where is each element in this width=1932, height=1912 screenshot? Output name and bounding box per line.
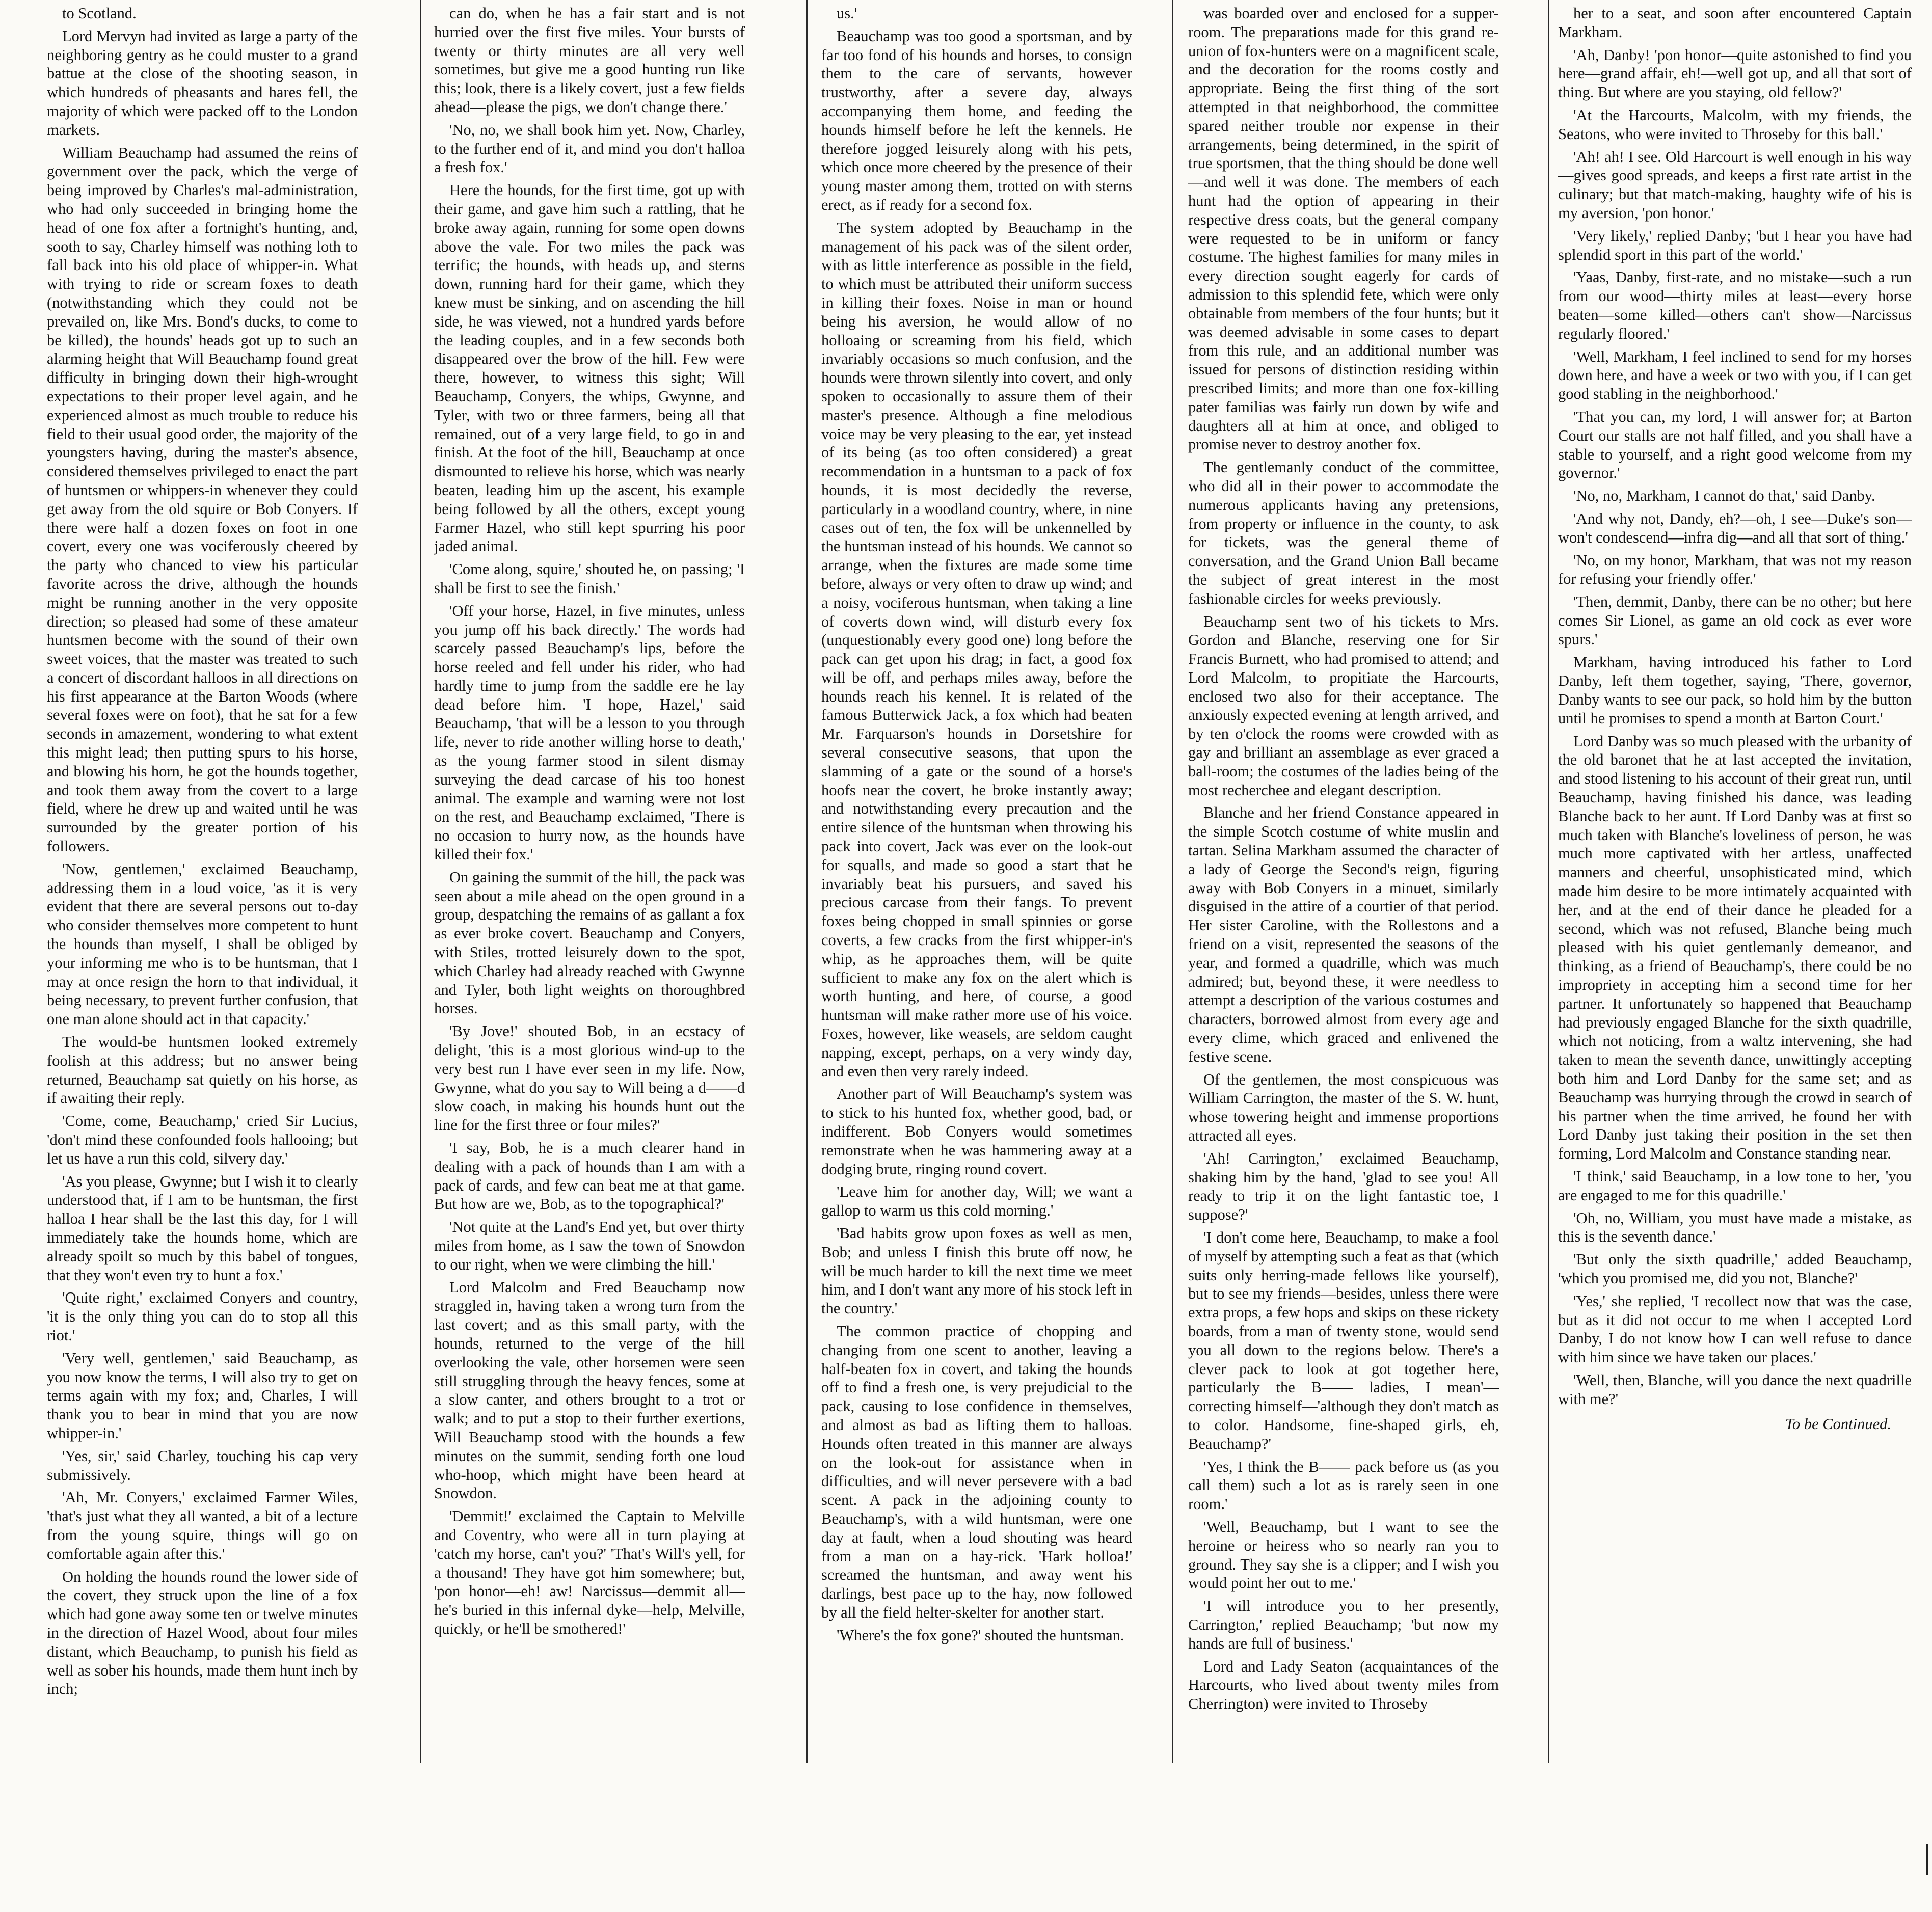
text-column-1 [47,4,358,1699]
paragraph: Another part of Will Beauchamp's system was to stick to his hunted fox, whether good, bad, or indifferent. Bob Conyers would sometimes remonstrate when he was hammering away at a dodging brute, ringing round covert. [821,1085,1132,1178]
paragraph: The would-be huntsmen looked extremely foolish at this address; but no answer being returned, Beauchamp sat quietly on his horse, as if awaiting their reply. [47,1033,358,1107]
paragraph: 'Yaas, Danby, first-rate, and no mistake—such a run from our wood—thirty miles at least—every horse beaten—some killed—others can't show—Narcissus regularly floored.' [1558,268,1912,342]
paragraph: 'Quite right,' exclaimed Conyers and country, 'it is the only thing you can do to stop all this riot.' [47,1289,358,1344]
paragraph: 'No, on my honor, Markham, that was not my reason for refusing your friendly offer.' [1558,551,1912,588]
paragraph: 'Very well, gentlemen,' said Beauchamp, as you now know the terms, I will also try to get on terms again with my fox; and, Charles, I will thank you to bear in mind that you are now whipper-in.' [47,1349,358,1442]
paragraph: 'Yes, sir,' said Charley, touching his cap very submissively. [47,1447,358,1484]
paragraph: 'And why not, Dandy, eh?—oh, I see—Duke's son—won't condescend—infra dig—and all that sort of thing.' [1558,509,1912,546]
paragraph: 'Yes, I think the B—— pack before us (as you call them) such a lot as is rarely seen in one room.' [1188,1458,1499,1513]
paragraph: to Scotland. [62,5,137,22]
paragraph: 'But only the sixth quadrille,' added Beauchamp, 'which you promised me, did you not, Blanche?' [1558,1251,1912,1287]
paragraph: Of the gentlemen, the most conspicuous was William Carrington, the master of the S. W. hunt, whose towering height and immense proportions attracted all eyes. [1188,1070,1499,1145]
text-column-2 [434,4,745,1638]
paragraph: Lord Danby was so much pleased with the urbanity of the old baronet that he at last accepted the invitation, and stood listening to his account of their great run, until Beauchamp, having finished his dance, was leading Blanche back to her aunt. If Lord Danby was at first so much taken with Blanche's loveliness of person, he was much more captivated with her artless, unaffected manners and cheerful, unsophisticated mind, which made him desire to be more intimately acquainted with her, and at the end of their dance he pleaded for a second, which was not refused, Blanche being much pleased with his quiet gentlemanly demeanor, and thinking, as a friend of Beauchamp's, there could be no impropriety in accepting him a second time for her partner. It unfortunately so happened that Beauchamp had previously engaged Blanche for the sixth quadrille, which not noticing, from a waltz intervening, she had taken to mean the seventh dance, unwittingly accepting both him and Lord Danby for the same set; and as Beauchamp was hurrying through the crowd in search of his partner when the time arrived, he found her with Lord Danby just taking their position in the set then forming, Lord Malcolm and Constance standing near. [1558,732,1912,1163]
paragraph: Lord Mervyn had invited as large a party of the neighboring gentry as he could muster to a grand battue at the close of the shooting season, in which hundreds of pheasants and hares fell, the majority of which were packed off to the London markets. [47,27,358,139]
paragraph: 'I think,' said Beauchamp, in a low tone to her, 'you are engaged to me for this quadrille.' [1558,1168,1912,1204]
text-column-4 [1188,4,1499,1713]
edge-mark [1926,1844,1928,1875]
paragraph: her to a seat, and soon after encountered Captain Markham. [1558,5,1912,41]
paragraph: was boarded over and enclosed for a supper-room. The preparations made for this grand re-union of fox-hunters were on a magnificent scale, and the decoration for the rooms costly and appropriate. Being the first thing of the sort attempted in that neighborhood, the committee spared neither trouble nor expense in their arrangements, being determined, in the spirit of true sportsmen, that the thing should be done well—and well it was done. The members of each hunt had the option of appearing in their respective dress coats, but the general company were requested to be in uniform or fancy costume. The highest families for many miles in every direction sought eagerly for cards of admission to this splendid fete, which were only obtainable from members of the four hunts; but it was deemed advisable in some cases to depart from this rule, and an additional number was issued for persons of distinction residing within prescribed limits; and more than one fox-killing pater familias was fairly run down by wife and daughters all at him at once, and obliged to promise never to destroy another fox. [1188,5,1499,453]
paragraph: The common practice of chopping and changing from one scent to another, leaving a half-beaten fox in covert, and taking the hounds off to find a fresh one, is very prejudicial to the pack, causing to lose confidence in themselves, and almost as bad as lifting them to halloas. Hounds often treated in this manner are always on the look-out for assistance when in difficulties, and will never persevere with a bad scent. A pack in the adjoining county to Beauchamp's, with a wild huntsman, were one day at fault, when a loud shouting was heard from a man on a hay-rick. 'Hark holloa!' screamed the huntsman, and away went his darlings, best pace up to the hay, now followed by all the field helter-skelter for another start. [821,1322,1132,1621]
paragraph: 'That you can, my lord, I will answer for; at Barton Court our stalls are not half filled, and you shall have a stable to yourself, and a right good welcome from my governor.' [1558,408,1912,482]
paragraph: On gaining the summit of the hill, the pack was seen about a mile ahead on the open ground in a group, despatching the remains of as gallant a fox as ever broke covert. Beauchamp and Conyers, with Stiles, trotted leisurely down to the spot, which Charley had already reached with Gwynne and Tyler, both light weights on thoroughbred horses. [434,868,745,1017]
column-rule [806,0,808,1763]
paragraph: 'Demmit!' exclaimed the Captain to Melville and Coventry, who were all in turn playing at 'catch my horse, can't you?' 'That's Will's yell, for a thousand! They have got him somewhere; but, 'pon honor—eh! aw! Narcissus—demmit all—he's buried in this infernal dyke—help, Melville, quickly, or he'll be smothered!' [434,1507,745,1637]
paragraph: 'Ah! Carrington,' exclaimed Beauchamp, shaking him by the hand, 'glad to see you! All ready to trip it on the light fantastic toe, I suppose?' [1188,1149,1499,1224]
paragraph: Beauchamp was too good a sportsman, and by far too fond of his hounds and horses, to consign them to the care of servants, however trustworthy, after a severe day, always accompanying them home, and feeding the hounds himself before he left the kennels. He therefore jogged leisurely along with his pets, which once more cheered by the presence of their young master among them, trotted on with sterns erect, as if ready for a second fox. [821,27,1132,213]
paragraph: 'I will introduce you to her presently, Carrington,' replied Beauchamp; 'but now my hands are full of business.' [1188,1597,1499,1652]
column-rule [1172,0,1173,1763]
paragraph: 'I don't come here, Beauchamp, to make a fool of myself by attempting such a feat as that (which suits only herring-made fellows like yourself), but to see my friends—besides, unless there were extra props, a few hops and skips on these rickety boards, from a man of twenty stone, would send you all down to the regions below. There's a clever pack to look at got together here, particularly the B—— ladies, I mean'—correcting himself—'although they don't match as to color. Handsome, fine-shaped girls, eh, Beauchamp?' [1188,1229,1499,1452]
paragraph: Markham, having introduced his father to Lord Danby, left them together, saying, 'There, governor, Danby wants to see our pack, so hold him by the button until he promises to spend a month at Barton Court.' [1558,653,1912,727]
paragraph: The gentlemanly conduct of the committee, who did all in their power to accommodate the numerous applicants having any pretensions, from property or influence in the county, to ask for tickets, was the general theme of conversation, and the Grand Union Ball became the subject of great interest in the most fashionable circles for weeks previously. [1188,459,1499,607]
paragraph: 'Well, Beauchamp, but I want to see the heroine or heiress who so nearly ran you to ground. They say she is a clipper; and I wish you would point her out to me.' [1188,1518,1499,1592]
paragraph: 'Not quite at the Land's End yet, but over thirty miles from home, as I saw the town of Snowdon to our right, when we were climbing the hill.' [434,1218,745,1273]
paragraph: 'Well, then, Blanche, will you dance the next quadrille with me?' [1558,1371,1912,1408]
paragraph: Lord Malcolm and Fred Beauchamp now straggled in, having taken a wrong turn from the last covert; and as this small party, with the hounds, returned to the verge of the hill overlooking the vale, other horsemen were seen still struggling through the heavy fences, some at a slow canter, and others brought to a trot or walk; and to put a stop to their further exertions, Will Beauchamp stood with the hounds a few minutes on the summit, sending forth one loud who-hoop, which might have been heard at Snowdon. [434,1278,745,1502]
paragraph: 'At the Harcourts, Malcolm, with my friends, the Seatons, who were invited to Throseby for this ball.' [1558,106,1912,143]
paragraph: The system adopted by Beauchamp in the management of his pack was of the silent order, with as little interference as possible in the field, to which must be attributed their uniform success in killing their foxes. Noise in man or hound being his aversion, he would allow of no holloaing or screaming from his field, which invariably occasions so much confusion, and the hounds were thrown silently into covert, and only spoken to occasionally to assure them of their master's presence. Although a fine melodious voice may be very pleasing to the ear, yet instead of its being (as too often considered) a great recommendation in a huntsman to a pack of fox hounds, it is most decidedly the reverse, particularly in a woodland country, where, in nine cases out of ten, the fox will be unkennelled by the huntsman instead of his hounds. We cannot so arrange, when the fixtures are made some time before, always or very often to draw up wind; and a noisy, vociferous huntsman, when taking a line of coverts down wind, will disturb every fox (unquestionably every good one) long before the pack can get upon his drag; in fact, a good fox will be off, and perhaps miles away, before the hounds reach his kennel. It is related of the famous Butterwick Jack, a fox which had beaten Mr. Farquarson's hounds in Dorsetshire for several consecutive seasons, that upon the slamming of a gate or the sound of a horse's hoofs near the covert, he broke instantly away; and notwithstanding every precaution and the entire silence of the huntsman when throwing his pack into covert, Jack was ever on the look-out for squalls, and made so good a start that he invariably beat his pursuers, and saved his precious carcase from their fangs. To prevent foxes being chopped in small spinnies or gorse coverts, a few cracks from the first whipper-in's whip, as he approaches them, will be quite sufficient to make any fox on the alert which is worth hunting, and here, of course, a good huntsman will make rather more use of his voice. Foxes, however, like weasels, are seldom caught napping, except, perhaps, on a very windy day, and even then very rarely indeed. [821,219,1132,1080]
paragraph: 'Oh, no, William, you must have made a mistake, as this is the seventh dance.' [1558,1209,1912,1246]
paragraph: us.' [837,5,857,22]
paragraph: 'Come, come, Beauchamp,' cried Sir Lucius, 'don't mind these confounded fools hallooing; but let us have a run this cold, silvery day.' [47,1112,358,1167]
paragraph: 'Ah, Mr. Conyers,' exclaimed Farmer Wiles, 'that's just what they all wanted, a bit of a lecture from the young squire, things will go on comfortable again after this.' [47,1489,358,1563]
paragraph: 'Yes,' she replied, 'I recollect now that was the case, but as it did not occur to me when I accepted Lord Danby, I do not know how I can well refuse to dance with him since we have taken our places.' [1558,1292,1912,1366]
paragraph: Here the hounds, for the first time, got up with their game, and gave him such a rattling, that he broke away again, running for some open downs above the vale. For two miles the pack was terrific; the hounds, with heads up, and sterns down, running hard for their game, which they knew must be sinking, and on ascending the hill side, he was viewed, not a hundred yards before the leading couples, and in a few seconds both disappeared over the brow of the hill. Few were there, however, to witness this sight; Will Beauchamp, Conyers, the whips, Gwynne, and Tyler, with two or three farmers, being all that remained, out of a very large field, to go in and finish. At the foot of the hill, Beauchamp at once dismounted to relieve his horse, which was nearly beaten, leading him up the ascent, his example being followed by all the others, except young Farmer Hazel, who still kept spurring his poor jaded animal. [434,181,745,555]
text-column-5 [1558,4,1912,1433]
paragraph: 'Well, Markham, I feel inclined to send for my horses down here, and have a week or two with you, if I can get good stabling in the neighborhood.' [1558,347,1912,403]
paragraph: 'I say, Bob, he is a much clearer hand in dealing with a pack of hounds than I am with a pack of cards, and few can beat me at that game. But how are we, Bob, as to the topographical?' [434,1139,745,1213]
column-rule [420,0,421,1763]
paragraph: 'No, no, Markham, I cannot do that,' said Danby. [1573,487,1875,505]
paragraph: 'Now, gentlemen,' exclaimed Beauchamp, addressing them in a loud voice, 'as it is very evident that there are several persons out to-day who consider themselves more competent to hunt the hounds than myself, I shall be obliged by your informing me who is to be huntsman, that I may at once resign the horn to that individual, it being necessary, to prevent further confusion, that one man alone should act in that capacity.' [47,860,358,1028]
continued-note: To be Continued. [1785,1415,1891,1433]
paragraph: 'Leave him for another day, Will; we want a gallop to warm us this cold morning.' [821,1183,1132,1220]
paragraph: 'Where's the fox gone?' shouted the huntsman. [837,1626,1124,1644]
paragraph: 'By Jove!' shouted Bob, in an ecstacy of delight, 'this is a most glorious wind-up to the very best run I have ever seen in my life. Now, Gwynne, what do you say to Will being a d——d slow coach, in making his hounds hunt out the line for the first three or four miles?' [434,1022,745,1134]
paragraph: 'Ah, Danby! 'pon honor—quite astonished to find you here—grand affair, eh!—well got up, and all that sort of thing. But where are you staying, old fellow?' [1558,46,1912,101]
paragraph: 'Off your horse, Hazel, in five minutes, unless you jump off his back directly.' The words had scarcely passed Beauchamp's lips, before the horse reeled and fell under his rider, who had hardly time to jump from the saddle ere he lay dead before him. 'I hope, Hazel,' said Beauchamp, 'that will be a lesson to you through life, never to ride another willing horse to death,' as the young farmer stood in silent dismay surveying the dead carcase of his too honest animal. The example and warning were not lost on the rest, and Beauchamp exclaimed, 'There is no occasion to hurry now, as the hounds have killed their fox.' [434,602,745,864]
paragraph: 'Bad habits grow upon foxes as well as men, Bob; and unless I finish this brute off now, he will be much harder to kill the next time we meet him, and I don't want any more of his stock left in the country.' [821,1225,1132,1317]
paragraph: Blanche and her friend Constance appeared in the simple Scotch costume of white muslin and tartan. Selina Markham assumed the character of a lady of George the Second's reign, figuring away with Bob Conyers in a minuet, similarly disguised in the attire of a courtier of that period. Her sister Caroline, with the Rollestons and a friend on a visit, represented the seasons of the year, and formed a quadrille, which was much admired; but, beyond these, it were needless to attempt a description of the various costumes and characters, borrowed almost from every age and every clime, which graced and enlivened the festive scene. [1188,804,1499,1065]
paragraph: William Beauchamp had assumed the reins of government over the pack, which the verge of being improved by Charles's mal-administration, who had only succeeded in bringing home the head of one fox after a fortnight's hunting, and, sooth to say, Charley himself was nothing loth to fall back into his old place of whipper-in. What with trying to ride or scream foxes to death (notwithstanding which they could not be prevailed on, like Mrs. Bond's ducks, to come to be killed), the hounds' heads got up to such an alarming height that Will Beauchamp found great difficulty in bringing down their high-wrought expectations to their proper level again, and he experienced almost as much trouble to reduce his field to their usual good order, the majority of the youngsters having, during the master's absence, considered themselves privileged to enact the part of huntsmen or whippers-in whenever they could get away from the old squire or Bob Conyers. If there were half a dozen foxes on foot in one covert, every one was vociferously cheered by the party who chanced to view his particular favorite across the drive, although the hounds might be running another in the very opposite direction; so pleased had some of these amateur huntsmen become with the sound of their own sweet voices, that the master was treated to such a concert of discordant halloos in all directions on his first appearance at the Barton Woods (where several foxes were on foot), that he sat for a few seconds in amazement, wondering to what extent this might lead; then putting spurs to his horse, and blowing his horn, he got the hounds together, and took them away from the covert to a large field, where he drew up and waited until he was surrounded by the greater portion of his followers. [47,144,358,855]
text-column-3 [821,4,1132,1645]
column-rule [1548,0,1549,1763]
paragraph: 'Then, demmit, Danby, there can be no other; but here comes Sir Lionel, as game an old cock as ever wore spurs.' [1558,593,1912,648]
paragraph: 'Ah! ah! I see. Old Harcourt is well enough in his way—gives good spreads, and keeps a first rate artist in the culinary; but that match-making, haughty wife of his is my aversion, 'pon honor.' [1558,148,1912,222]
paragraph: 'As you please, Gwynne; but I wish it to clearly understood that, if I am to be huntsman, the first halloa I hear shall be the last this day, for I will immediately take the hounds home, which are already spoilt so much by this babel of tongues, that they won't even try to hunt a fox.' [47,1172,358,1284]
paragraph: 'No, no, we shall book him yet. Now, Charley, to the further end of it, and mind you don't halloa a fresh fox.' [434,121,745,176]
paragraph: 'Very likely,' replied Danby; 'but I hear you have had splendid sport in this part of the world.' [1558,227,1912,263]
paragraph: Lord and Lady Seaton (acquaintances of the Harcourts, who lived about twenty miles from Cherrington) were invited to Throseby [1188,1657,1499,1713]
paragraph: Beauchamp sent two of his tickets to Mrs. Gordon and Blanche, reserving one for Sir Francis Burnett, who had promised to attend; and Lord Malcolm, to propitiate the Harcourts, enclosed two also for their acceptance. The anxiously expected evening at length arrived, and by ten o'clock the rooms were crowded with as gay and brilliant an assemblage as ever graced a ball-room; the costumes of the ladies being of the most recherchee and elegant description. [1188,612,1499,799]
paragraph: can do, when he has a fair start and is not hurried over the first five miles. Your bursts of twenty or thirty minutes are all very well sometimes, but give me a good hunting run like this; look, there is a likely covert, just a few fields ahead—please the pigs, we don't change there.' [434,5,745,116]
paragraph: 'Come along, squire,' shouted he, on passing; 'I shall be first to see the finish.' [434,560,745,597]
paragraph: On holding the hounds round the lower side of the covert, they struck upon the line of a fox which had gone away some ten or twelve minutes in the direction of Hazel Wood, about four miles distant, which Beauchamp, to punish his field as well as sober his hounds, made them hunt inch by inch; [47,1568,358,1698]
